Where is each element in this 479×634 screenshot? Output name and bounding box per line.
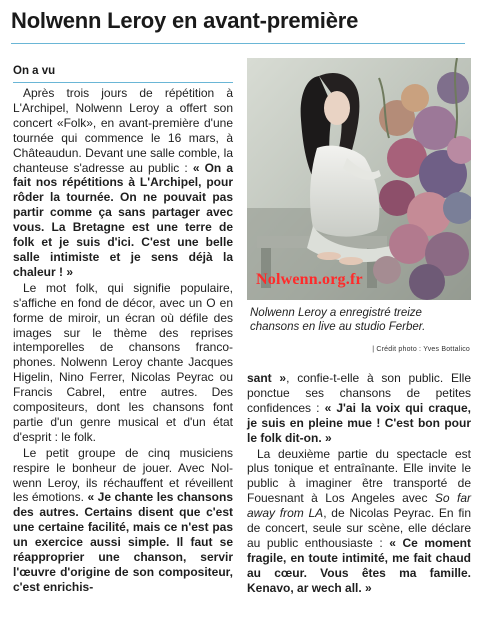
photo-credit: | Crédit photo : Yves Bottalico bbox=[372, 346, 470, 353]
song-title: So far away from LA bbox=[247, 491, 472, 521]
paragraph-5-quote: « Ce moment fragile, en toute intimité, me fait chaud au cœur. Vous êtes ma famille. Kenavo, ar wech all. » bbox=[247, 535, 471, 595]
article-headline: Nolwenn Leroy en avant-première bbox=[11, 8, 359, 33]
rubric-divider bbox=[13, 82, 233, 83]
paragraph-3 bbox=[13, 446, 233, 595]
headline-divider bbox=[11, 43, 465, 44]
paragraph-3-text: Le petit groupe de cinq musiciens respire le bonheur de jouer. Avec Nolwenn Leroy, ils réchauffent et réveillent les émotions. bbox=[13, 445, 233, 505]
singer-photo-illustration bbox=[247, 58, 471, 300]
paragraph-2: Le mot folk, qui signifie populaire, s'affiche en fond de décor, avec un O en forme de miroir, un écran où défile des images sur le thème des reprises intemporelles de chansons francophones. Nolwenn Leroy chante Jacques Higelin, Nino Ferrer, Nicolas Peyrac ou Francis Cabrel, entre autres. Des compositeurs, dont les chansons font partie d'un genre musical et d'un état d'esprit : le folk. bbox=[13, 280, 233, 444]
photo-watermark: Nolwenn.org.fr bbox=[256, 271, 363, 288]
paragraph-4-quote: « J'ai la voix qui craque, je suis en pleine mue ! C'est bon pour le folk dit-on. » bbox=[247, 400, 472, 445]
article-column-right bbox=[247, 371, 471, 596]
paragraph-4-quote-end: sant » bbox=[247, 371, 287, 385]
paragraph-5-text: La deuxième partie du spectacle est plus tonique et entraînante. Elle invite le public à imaginer être transporté de Fouesnant à Los Angeles avec bbox=[247, 446, 471, 506]
paragraph-5-text-b: , de Nicolas Peyrac. En fin de concert, seule sur scène, elle déclare au public enthousiaste : bbox=[247, 506, 472, 550]
paragraph-1-text: Après trois jours de répétition à L'Archipel, Nolwenn Leroy a offert son concert «Folk», en avant-première d'une tournée qui commence le 16 mars, à Châteaudun. Devant une salle comble, la chanteuse s'adresse au public : bbox=[13, 86, 233, 175]
photo-caption: Nolwenn Leroy a enregistré treize chansons en live au studio Ferber. bbox=[250, 307, 426, 333]
paragraph-3-quote: « Je chante les chansons des autres. Certains disent que c'est une certaine facilité, mais ce n'est pas un exercice aussi simple. Il faut se réapproprier une chanson, servir l'œuvre d'origine de son compositeur, c'est enrichis- bbox=[13, 490, 233, 594]
paragraph-4 bbox=[247, 371, 471, 446]
paragraph-1-quote: « On a fait nos répétitions à L'Archipel, pour rôder la tournée. On ne pouvait pas partir comme ça sans partager avec vous. La Bretagne est une terre de folk et je suis d'ici. C'est une belle salle intimiste et je sens déjà la chaleur ! » bbox=[13, 160, 233, 279]
paragraph-5 bbox=[247, 447, 471, 596]
paragraph-1 bbox=[13, 86, 233, 280]
section-rubric: On a vu bbox=[13, 65, 56, 77]
article-photo bbox=[247, 58, 471, 300]
article-column-left bbox=[13, 86, 233, 595]
paragraph-4-text: , confie-t-elle à son public. Elle ponctue ses chansons de petites confidences : bbox=[247, 371, 471, 415]
